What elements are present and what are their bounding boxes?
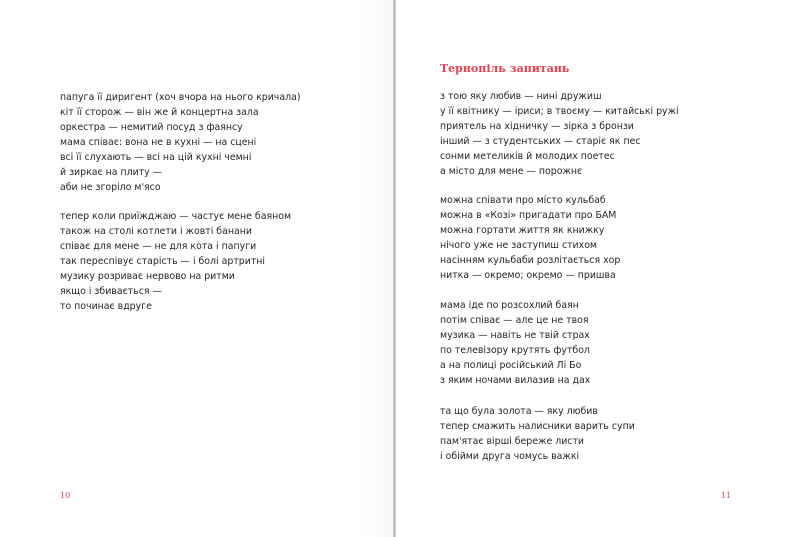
page-number-left: 10 bbox=[60, 491, 71, 500]
poem-line: можна співати про місто кульбаб bbox=[440, 195, 606, 206]
poem-line: насінням кульбаби розлітається хор bbox=[440, 255, 621, 266]
poem-line: пам'ятає вірші береже листи bbox=[440, 436, 584, 447]
poem-line: а місто для мене — порожнє bbox=[440, 166, 583, 177]
poem-line: приятель на хідничку — зірка з бронзи bbox=[440, 121, 634, 132]
poem-line: всі її слухають — всі на цій кухні чемні bbox=[60, 152, 252, 163]
right-stanza-1 bbox=[440, 89, 679, 179]
poem-line: кіт її сторож — він же й концертна зала bbox=[60, 107, 259, 118]
poem-line: аби не згоріло м'ясо bbox=[60, 182, 161, 193]
right-stanza-2 bbox=[440, 193, 620, 283]
poem-line: можна гортати життя як книжку bbox=[440, 225, 605, 236]
poem-line: а на полиці російський Лі Бо bbox=[440, 360, 582, 371]
poem-line: мама іде по розсохлий баян bbox=[440, 300, 579, 311]
poem-line: то починає вдруге bbox=[60, 301, 152, 312]
poem-line: співає для мене — не для кота і папуги bbox=[60, 241, 257, 252]
poem-line: музику розриває нервово на ритми bbox=[60, 271, 235, 282]
poem-line: і обійми друга чомусь важкі bbox=[440, 451, 580, 462]
poem-line: якщо і збивається — bbox=[60, 286, 162, 297]
gutter-shadow-left bbox=[360, 0, 393, 537]
right-stanza-4 bbox=[440, 404, 635, 464]
poem-line: з яким ночами вилазив на дах bbox=[440, 375, 591, 386]
poem-line: з тою яку любив — нині дружиш bbox=[440, 91, 602, 102]
poem-line: оркестра — немитий посуд з фаянсу bbox=[60, 122, 243, 133]
poem-line: музика — навіть не твій страх bbox=[440, 330, 590, 341]
left-stanza-1 bbox=[60, 90, 300, 195]
right-page bbox=[396, 0, 789, 537]
poem-line: тепер смажить налисники варить супи bbox=[440, 421, 635, 432]
poem-line: інший — з студентських — старіє як пес bbox=[440, 136, 641, 147]
poem-line: також на столі котлети і жовті банани bbox=[60, 226, 252, 237]
poem-line: нічого уже не заступиш стихом bbox=[440, 240, 598, 251]
poem-line: так переспівує старість — і болі артритні bbox=[60, 256, 266, 267]
poem-line: папуга її диригент (хоч вчора на нього кричала) bbox=[60, 92, 301, 103]
poem-line: нитка — окремо; окремо — пришва bbox=[440, 270, 616, 281]
page-number-right: 11 bbox=[721, 491, 732, 500]
poem-line: мама співає: вона не в кухні — на сцені bbox=[60, 137, 257, 148]
poem-line: потім співає — але це не твоя bbox=[440, 315, 589, 326]
poem-line: по телевізору крутять футбол bbox=[440, 345, 590, 356]
poem-line: у її квітнику — іриси; в твоєму — китайські ружі bbox=[440, 106, 679, 117]
poem-line: сонми метеликів й молодих поетес bbox=[440, 151, 615, 162]
poem-line: можна в «Козі» пригадати про БАМ bbox=[440, 210, 617, 221]
poem-line: тепер коли приїжджаю — частує мене баяном bbox=[60, 211, 292, 222]
poem-line: та що була золота — яку любив bbox=[440, 406, 598, 417]
left-stanza-2 bbox=[60, 209, 291, 314]
poem-line: й зиркає на плиту — bbox=[60, 167, 163, 178]
poem-title: Тернопіль запитань bbox=[440, 62, 570, 75]
right-stanza-3 bbox=[440, 298, 590, 388]
left-page bbox=[0, 0, 394, 537]
